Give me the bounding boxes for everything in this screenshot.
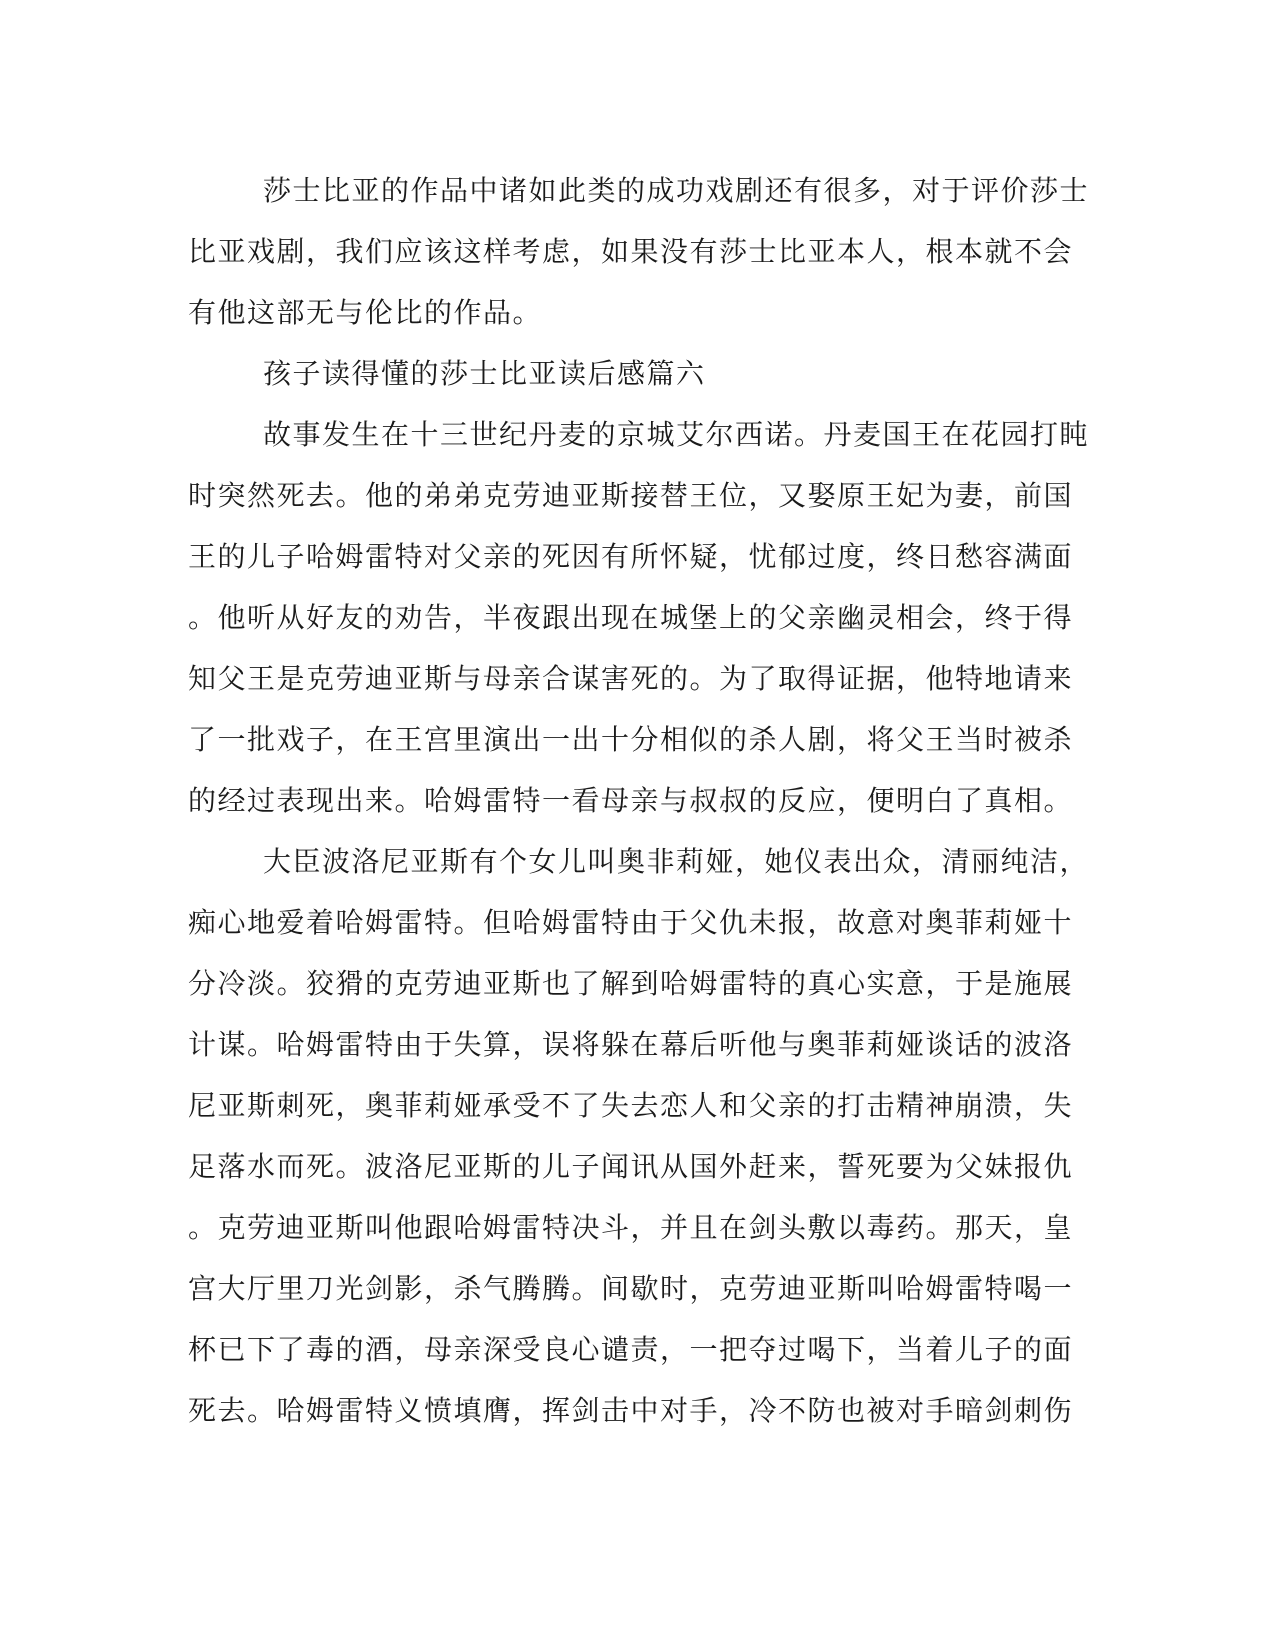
paragraph-2: [188, 404, 1090, 831]
paragraph-line: 宫大厅里刀光剑影，杀气腾腾。间歇时，克劳迪亚斯叫哈姆雷特喝一: [188, 1272, 1074, 1305]
document-body: [188, 160, 1090, 1441]
paragraph-line: 。他听从好友的劝告，半夜跟出现在城堡上的父亲幽灵相会，终于得: [188, 601, 1074, 634]
section-heading-text: 孩子读得懂的莎士比亚读后感篇六: [263, 357, 706, 390]
paragraph-line: 尼亚斯刺死，奥菲莉娅承受不了失去恋人和父亲的打击精神崩溃，失: [188, 1089, 1074, 1122]
paragraph-line: 死去。哈姆雷特义愤填膺，挥剑击中对手，冷不防也被对手暗剑刺伤: [188, 1394, 1074, 1427]
paragraph-line: 有他这部无与伦比的作品。: [188, 296, 543, 329]
paragraph-line: 分冷淡。狡猾的克劳迪亚斯也了解到哈姆雷特的真心实意，于是施展: [188, 967, 1074, 1000]
paragraph-line: 时突然死去。他的弟弟克劳迪亚斯接替王位，又娶原王妃为妻，前国: [188, 479, 1074, 512]
paragraph-3: [188, 831, 1090, 1441]
paragraph-line: 故事发生在十三世纪丹麦的京城艾尔西诺。丹麦国王在花园打盹: [263, 418, 1090, 451]
paragraph-line: 王的儿子哈姆雷特对父亲的死因有所怀疑，忧郁过度，终日愁容满面: [188, 540, 1074, 573]
paragraph-line: 知父王是克劳迪亚斯与母亲合谋害死的。为了取得证据，他特地请来: [188, 662, 1074, 695]
paragraph-line: 计谋。哈姆雷特由于失算，误将躲在幕后听他与奥菲莉娅谈话的波洛: [188, 1028, 1074, 1061]
paragraph-line: 了一批戏子，在王宫里演出一出十分相似的杀人剧，将父王当时被杀: [188, 723, 1074, 756]
paragraph-line: 杯已下了毒的酒，母亲深受良心谴责，一把夺过喝下，当着儿子的面: [188, 1333, 1074, 1366]
paragraph-line: 大臣波洛尼亚斯有个女儿叫奥非莉娅，她仪表出众，清丽纯洁，: [263, 845, 1090, 878]
paragraph-line: 的经过表现出来。哈姆雷特一看母亲与叔叔的反应，便明白了真相。: [188, 784, 1074, 817]
section-heading: [188, 343, 1068, 404]
paragraph-line: 足落水而死。波洛尼亚斯的儿子闻讯从国外赶来，誓死要为父妹报仇: [188, 1150, 1074, 1183]
paragraph-line: 比亚戏剧，我们应该这样考虑，如果没有莎士比亚本人，根本就不会: [188, 235, 1074, 268]
paragraph-line: 莎士比亚的作品中诸如此类的成功戏剧还有很多，对于评价莎士: [263, 174, 1090, 207]
paragraph-line: 。克劳迪亚斯叫他跟哈姆雷特决斗，并且在剑头敷以毒药。那天，皇: [188, 1211, 1074, 1244]
paragraph-1: [188, 160, 1090, 343]
paragraph-line: 痴心地爱着哈姆雷特。但哈姆雷特由于父仇未报，故意对奥菲莉娅十: [188, 906, 1074, 939]
